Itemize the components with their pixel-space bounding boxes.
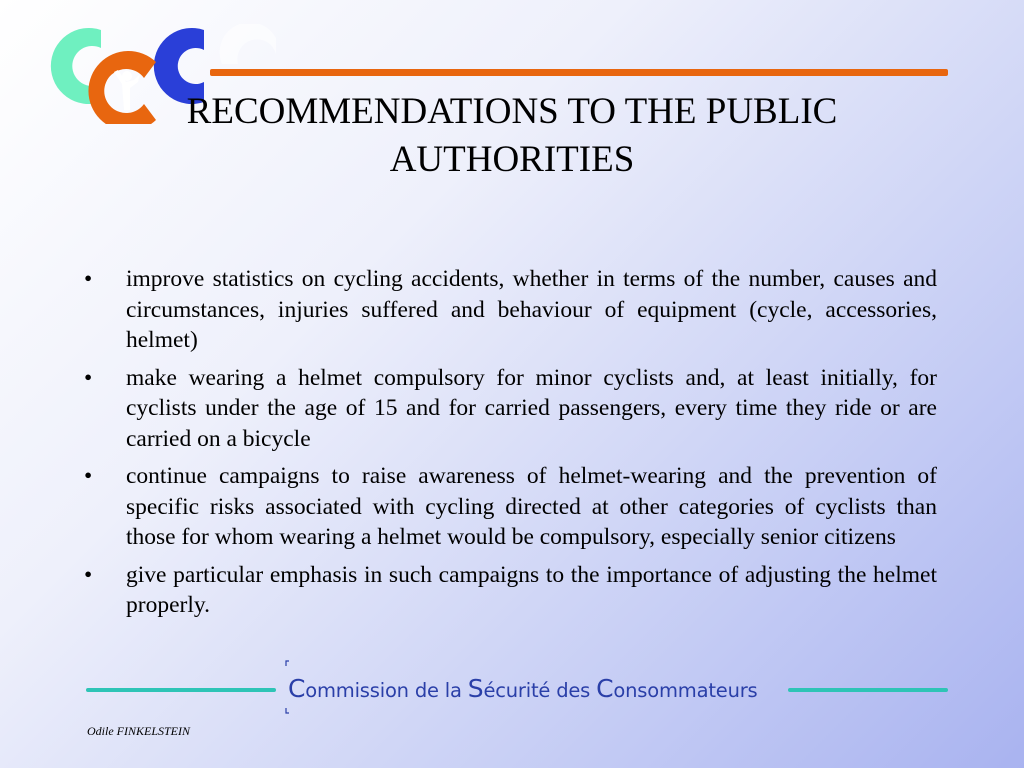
org-initial: C bbox=[596, 674, 614, 703]
list-item-text: improve statistics on cycling accidents, whether in terms of the number, causes and circumstances, injuries suffered and behaviour of equipment (cycle, accessories, helmet) bbox=[126, 266, 937, 353]
bullet-icon: • bbox=[84, 266, 93, 292]
footer-rule-left bbox=[86, 688, 276, 692]
org-text: ommission de la bbox=[305, 679, 468, 702]
organization-name bbox=[288, 674, 758, 703]
list-item bbox=[84, 264, 937, 356]
org-text: écurité des bbox=[483, 679, 597, 702]
list-item-text: continue campaigns to raise awareness of helmet-wearing and the prevention of specific risks associated with cycling directed at other categories of cyclists than those for whom wearing a helmet would be compulsory, especially senior citizens bbox=[126, 463, 937, 550]
bullet-icon: • bbox=[84, 463, 93, 489]
list-item bbox=[84, 461, 937, 553]
author-name: Odile FINKELSTEIN bbox=[87, 724, 191, 738]
list-item bbox=[84, 560, 937, 621]
slide-title: RECOMMENDATIONS TO THE PUBLIC AUTHORITIES bbox=[186, 91, 838, 180]
list-item bbox=[84, 363, 937, 455]
bullet-icon: • bbox=[84, 561, 93, 588]
list-item-text: make wearing a helmet compulsory for minor cyclists and, at least initially, for cyclists under the age of 15 and for carried passengers, every time they ride or are carried on a bicycle bbox=[126, 364, 937, 452]
header-rule bbox=[210, 69, 948, 76]
footer-rule-right bbox=[788, 688, 948, 692]
org-initial: C bbox=[288, 674, 306, 703]
recommendations-list bbox=[84, 264, 937, 628]
list-item-text: give particular emphasis in such campaigns to the importance of adjusting the helmet properly. bbox=[126, 561, 937, 618]
org-initial: S bbox=[467, 674, 484, 703]
bullet-icon: • bbox=[84, 364, 93, 391]
org-text: onsommateurs bbox=[613, 679, 758, 702]
